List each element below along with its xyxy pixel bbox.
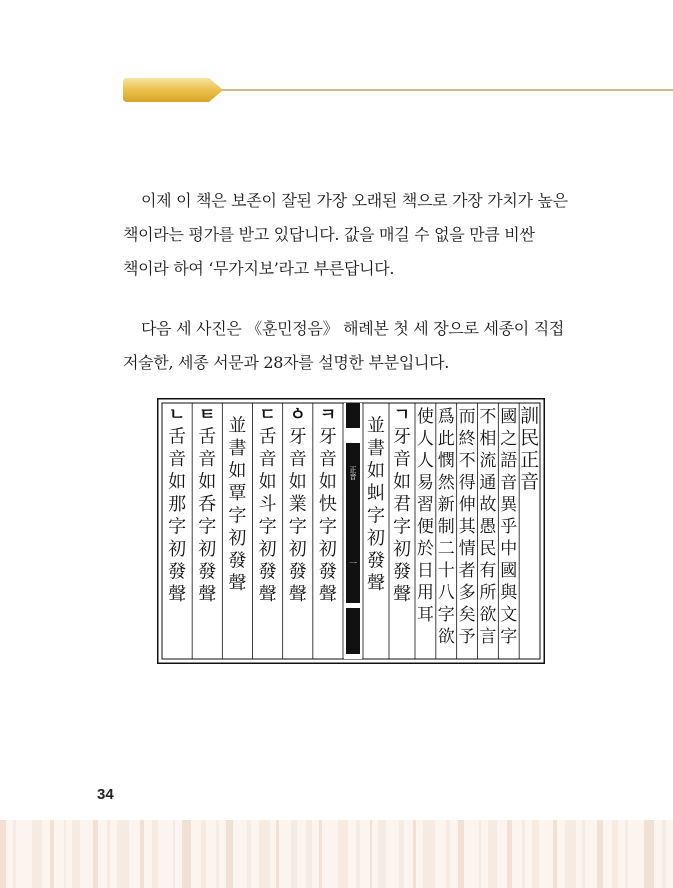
footer-stripe (182, 820, 191, 888)
manuscript-char: 發 (288, 561, 307, 583)
manuscript-char: 異 (500, 495, 518, 515)
footer-stripe (612, 820, 618, 888)
paragraph-text: 다음 세 사진은 《훈민정음》 해례본 첫 세 장으로 세종이 직접 저술한, 세종 서문과 28자를 설명한 부분입니다. (123, 319, 565, 372)
manuscript-char: 得 (458, 473, 476, 493)
manuscript-char: 如 (168, 471, 187, 493)
manuscript-char: 初 (198, 539, 217, 560)
manuscript-char: 故 (479, 495, 497, 515)
manuscript-char: 八 (437, 583, 455, 603)
footer-stripe (13, 820, 16, 888)
spine-fish-tail (346, 403, 360, 428)
manuscript-char: 訓 (520, 405, 540, 427)
manuscript-char: 言 (479, 627, 497, 647)
footer-stripe (216, 820, 219, 888)
footer-stripe (107, 820, 110, 888)
manuscript-char: 而 (458, 407, 476, 427)
spine-page-number: 一 (349, 559, 357, 568)
manuscript-char: 發 (318, 561, 337, 583)
manuscript-char: 習 (416, 495, 434, 515)
footer-stripe (597, 820, 603, 888)
manuscript-char: 字 (393, 516, 411, 538)
paragraph-text: 이제 이 책은 보존이 잘된 가장 오래된 책으로 가장 가치가 높은 책이라는 평가를 받고 있답니다. 값을 매길 수 없을 만큼 비싼 책이라 하여 ‘무가지보’라고 부른답니다. (123, 191, 568, 278)
manuscript-char: 此 (437, 429, 455, 449)
manuscript-char: 聲 (393, 584, 411, 605)
manuscript-char: 民 (520, 427, 540, 449)
footer-stripe (532, 820, 539, 888)
manuscript-char: 字 (228, 505, 247, 527)
spine-fish-tail (346, 608, 360, 654)
footer-stripe (662, 820, 666, 888)
footer-stripe (479, 820, 481, 888)
manuscript-char: 欲 (437, 627, 455, 647)
footer-stripe (565, 820, 576, 888)
footer-stripe (173, 820, 175, 888)
footer-stripe (399, 820, 404, 888)
manuscript-char: 易 (416, 473, 434, 493)
body-paragraph-1 (123, 184, 583, 286)
hangul-letter: ㄱ (393, 405, 411, 425)
manuscript-char: 字 (437, 605, 455, 625)
manuscript-char: 牙 (318, 426, 337, 448)
manuscript-char: 日 (416, 561, 434, 581)
manuscript-char: 音 (198, 449, 217, 470)
manuscript-char: 如 (367, 460, 385, 482)
manuscript-char: 國 (500, 407, 518, 427)
manuscript-char: 音 (258, 449, 277, 470)
manuscript-char: 如 (393, 471, 411, 493)
manuscript-char: 字 (258, 516, 277, 538)
manuscript-char: 並 (367, 415, 385, 437)
manuscript-char: 不 (479, 407, 497, 427)
manuscript-char: 欲 (479, 605, 497, 625)
manuscript-char: 如 (198, 471, 217, 493)
manuscript-char: 情 (458, 539, 476, 559)
manuscript-char: 文 (500, 605, 518, 625)
manuscript-char: 業 (288, 494, 307, 515)
footer-stripe (226, 820, 233, 888)
footer-stripe (64, 820, 66, 888)
manuscript-char: 於 (416, 539, 434, 559)
footer-stripe (140, 820, 144, 888)
manuscript-char: 所 (479, 583, 497, 603)
footer-stripe (117, 820, 129, 888)
footer-stripe (356, 820, 360, 888)
manuscript-char: 初 (318, 539, 337, 560)
manuscript-char: 用 (416, 583, 434, 603)
manuscript-char: 然 (437, 473, 455, 493)
footer-stripe (291, 820, 297, 888)
manuscript-char: 字 (500, 627, 518, 647)
chapter-tab-decoration (123, 78, 223, 102)
manuscript-char: 者 (458, 561, 476, 581)
manuscript-char: 君 (393, 494, 411, 515)
manuscript-char: 通 (479, 473, 497, 493)
manuscript-char: 予 (458, 627, 476, 647)
manuscript-char: 音 (520, 471, 540, 493)
manuscript-char: 舌 (198, 426, 217, 448)
manuscript-char: 舌 (168, 426, 187, 448)
hangul-letter: ㆁ (289, 405, 306, 425)
manuscript-char: 快 (318, 494, 337, 515)
hangul-letter: ㄷ (259, 405, 276, 425)
manuscript-char: 那 (168, 494, 187, 515)
footer-stripe (50, 820, 54, 888)
hangul-letter: ㄴ (168, 405, 186, 425)
hangul-letter: ㅋ (319, 405, 337, 425)
footer-stripe-band (0, 820, 673, 888)
manuscript-char: 矣 (458, 605, 476, 625)
manuscript-char: 如 (288, 471, 307, 493)
manuscript-char: 如 (258, 471, 277, 493)
footer-stripe (423, 820, 435, 888)
footer-stripe (338, 820, 348, 888)
manuscript-char: 愚 (479, 517, 497, 537)
manuscript-char: 音 (168, 449, 187, 470)
manuscript-char: 相 (479, 429, 497, 449)
footer-stripe (247, 820, 251, 888)
manuscript-char: 民 (479, 539, 497, 559)
manuscript-char: 舌 (258, 426, 277, 448)
hangul-letter: ㅌ (199, 405, 216, 425)
manuscript-char: 發 (168, 561, 187, 583)
manuscript-char: 初 (258, 539, 277, 560)
manuscript-char: 中 (500, 539, 518, 559)
manuscript-char: 發 (198, 561, 217, 583)
manuscript-char: 牙 (393, 426, 411, 448)
manuscript-char: 聲 (367, 572, 385, 594)
footer-stripe (446, 820, 450, 888)
footer-stripe (72, 820, 80, 888)
manuscript-char: 發 (367, 550, 385, 572)
manuscript-char: 其 (458, 517, 476, 537)
page-number: 34 (97, 786, 114, 803)
manuscript-char: 呑 (198, 494, 217, 515)
manuscript-char: 聲 (228, 572, 247, 594)
footer-stripe (582, 820, 585, 888)
footer-stripe (93, 820, 98, 888)
footer-stripe (458, 820, 464, 888)
manuscript-char: 不 (458, 451, 476, 471)
footer-stripe (276, 820, 279, 888)
manuscript-char: 初 (393, 539, 411, 560)
manuscript-char: 牙 (288, 426, 307, 448)
footer-stripe (32, 820, 42, 888)
manuscript-char: 初 (228, 527, 247, 549)
manuscript-char: 初 (168, 539, 187, 560)
manuscript-char: 字 (168, 516, 187, 538)
footer-stripe (319, 820, 322, 888)
manuscript-char: 正 (520, 449, 540, 471)
manuscript-char: 新 (437, 495, 455, 515)
footer-stripe (259, 820, 270, 888)
manuscript-char: 書 (367, 437, 385, 459)
manuscript-char: 便 (416, 517, 434, 537)
manuscript-char: 字 (367, 505, 385, 527)
manuscript-char: 流 (479, 451, 497, 471)
manuscript-char: 如 (318, 471, 337, 493)
footer-stripe (378, 820, 386, 888)
manuscript-char: 音 (500, 473, 518, 493)
footer-stripe (625, 820, 628, 888)
footer-stripe (201, 820, 206, 888)
manuscript-char: 十 (437, 561, 455, 581)
footer-stripe (553, 820, 557, 888)
footer-stripe (306, 820, 312, 888)
manuscript-char: 耳 (416, 605, 434, 625)
manuscript-char: 音 (393, 449, 411, 470)
manuscript-char: 伸 (458, 495, 476, 515)
manuscript-char: 發 (228, 550, 247, 572)
manuscript-char: 語 (500, 451, 518, 471)
footer-stripe (413, 820, 416, 888)
footer-stripe (522, 820, 525, 888)
manuscript-char: 虯 (367, 482, 385, 504)
manuscript-char: 聲 (168, 584, 187, 605)
manuscript-char: 多 (458, 583, 476, 603)
manuscript-char: 初 (288, 539, 307, 560)
footer-stripe (488, 820, 497, 888)
manuscript-char: 如 (228, 460, 247, 482)
manuscript-char: 爲 (437, 407, 455, 427)
manuscript-char: 使 (416, 407, 434, 427)
hunminjeongeum-manuscript-image (157, 398, 545, 664)
manuscript-char: 並 (228, 415, 247, 437)
manuscript-char: 有 (479, 561, 497, 581)
manuscript-char: 字 (318, 516, 337, 538)
manuscript-char: 斗 (258, 494, 277, 515)
footer-stripe (370, 820, 372, 888)
manuscript-char: 字 (198, 516, 217, 538)
manuscript-char: 字 (288, 516, 307, 538)
manuscript-char: 終 (458, 429, 476, 449)
header-rule (222, 89, 673, 91)
manuscript-char: 國 (500, 561, 518, 581)
manuscript-char: 覃 (228, 482, 247, 504)
manuscript-char: 人 (416, 429, 434, 449)
manuscript-char: 乎 (500, 517, 518, 537)
manuscript-char: 聲 (288, 584, 307, 605)
manuscript-char: 音 (318, 449, 337, 470)
footer-stripe (507, 820, 512, 888)
manuscript-char: 發 (258, 561, 277, 583)
manuscript-char: 音 (288, 449, 307, 470)
manuscript-char: 憫 (437, 451, 455, 471)
footer-stripe (644, 820, 654, 888)
manuscript-char: 二 (437, 539, 455, 559)
manuscript-char: 初 (367, 527, 385, 549)
footer-stripe (0, 820, 6, 888)
manuscript-char: 之 (500, 429, 518, 449)
manuscript-char: 制 (437, 517, 455, 537)
manuscript-char: 人 (416, 451, 434, 471)
spine-title: 正音 (349, 466, 357, 480)
manuscript-char: 聲 (258, 584, 277, 605)
manuscript-char: 與 (500, 583, 518, 603)
manuscript-char: 書 (228, 437, 247, 459)
body-paragraph-2 (123, 312, 583, 380)
manuscript-char: 聲 (198, 584, 217, 605)
footer-stripe (152, 820, 158, 888)
manuscript-char: 聲 (318, 584, 337, 605)
manuscript-char: 發 (393, 561, 411, 583)
